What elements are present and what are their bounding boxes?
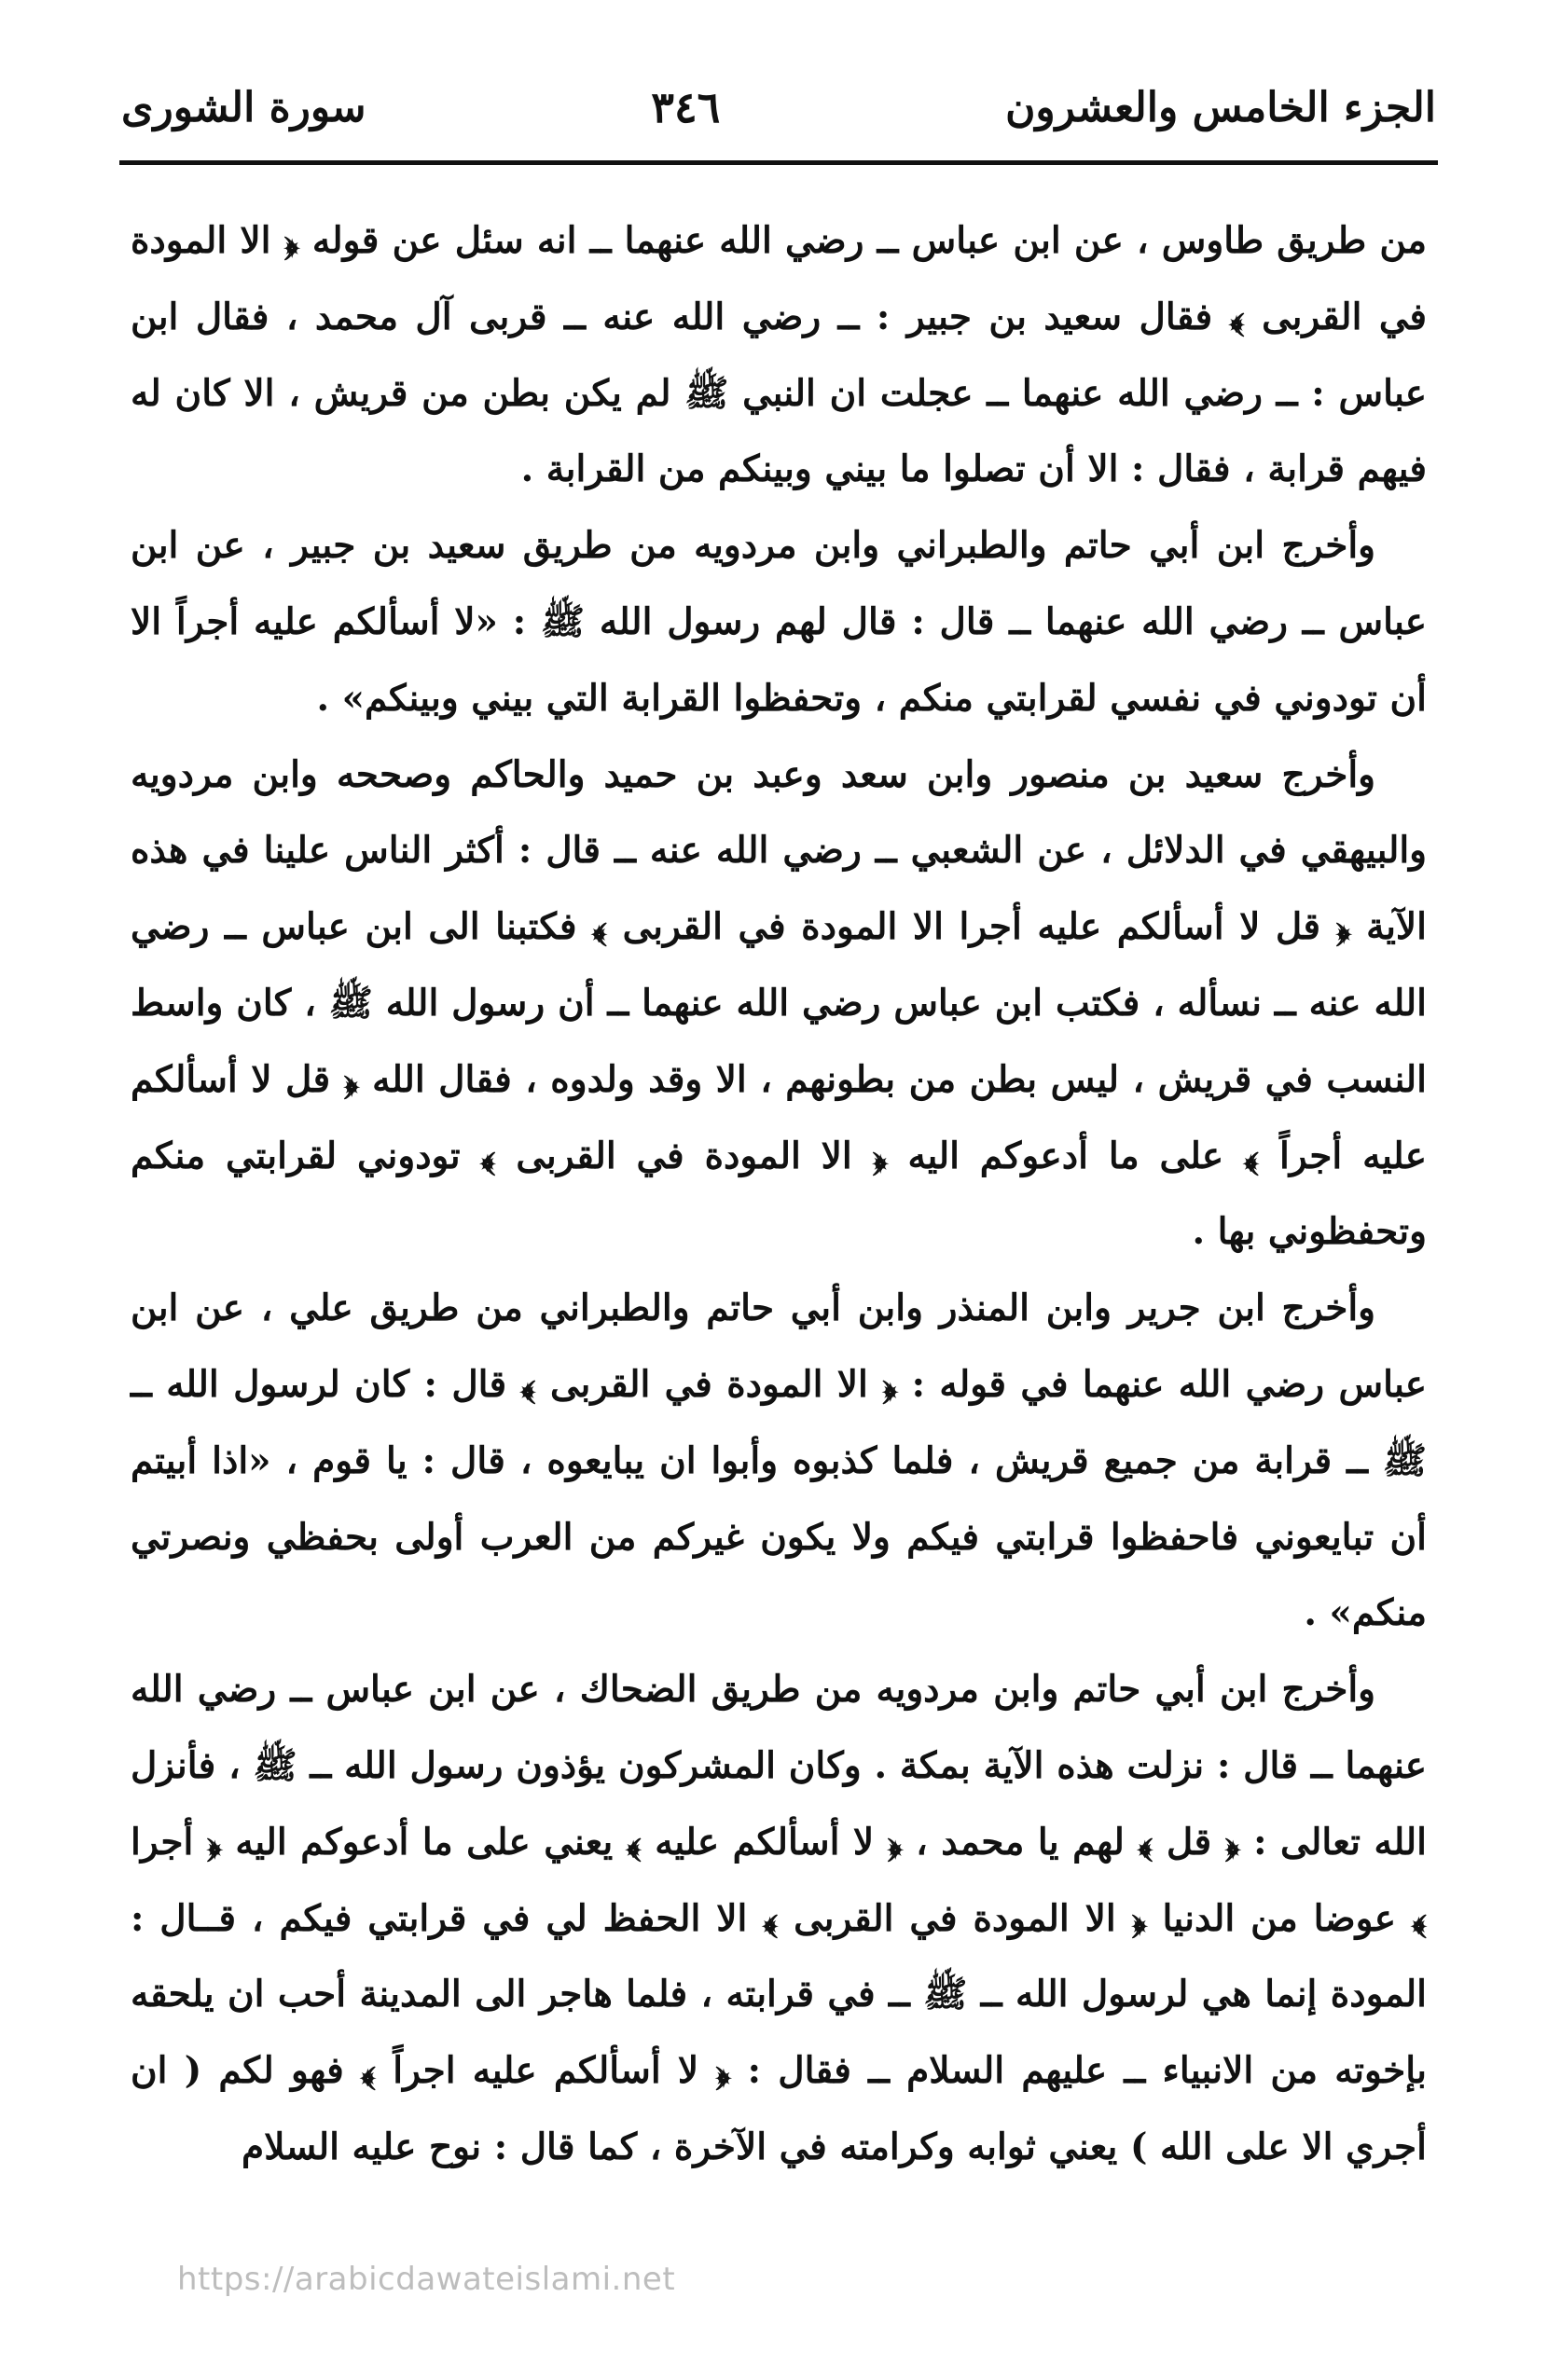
paragraph-5: وأخرج ابن أبي حاتم وابن مردويه من طريق الضحاك ، عن ابن عباس ــ رضي الله عنهما ــ قال : نزلت هذه الآية بمكة . وكان المشركون يؤذون رسول الله ــ ﷺ ، فأنزل الله تعالى : ﴿ قل ﴾ لهم يا محمد ، ﴿ لا أسألكم عليه ﴾ يعني على ما أدعوكم اليه ﴿ أجرا ﴾ عوضا من الدنيا ﴿ الا المودة في القربى ﴾ الا الحفظ لي في قرابتي فيكم ، قــال : المودة إنما هي لرسول الله ــ ﷺ ــ في قرابته ، فلما هاجر الى المدينة أحب ان يلحقه بإخوته من الانبياء ــ عليهم السلام ــ فقال : ﴿ لا أسألكم عليه اجراً ﴾ فهو لكم ( ان أجري الا على الله ) يعني ثوابه وكرامته في الآخرة ، كما قال : نوح عليه السلام bbox=[131, 1668, 1427, 2168]
body-text bbox=[131, 203, 1427, 2186]
page-header bbox=[121, 65, 1436, 149]
paragraph-4: وأخرج ابن جرير وابن المنذر وابن أبي حاتم والطبراني من طريق علي ، عن ابن عباس رضي الله عنهما في قوله : ﴿ الا المودة في القربى ﴾ قال : كان لرسول الله ــ ﷺ ــ قرابة من جميع قريش ، فلما كذبوه وأبوا ان يبايعوه ، قال : يا قوم ، «اذا أبيتم أن تبايعوني فاحفظوا قرابتي فيكم ولا يكون غيركم من العرب أولى بحفظي ونصرتي منكم» . bbox=[131, 1286, 1427, 1635]
paragraph-2: وأخرج ابن أبي حاتم والطبراني وابن مردويه من طريق سعيد بن جبير ، عن ابن عباس ــ رضي الله عنهما ــ قال : قال لهم رسول الله ﷺ : «لا أسألكم عليه أجراً الا أن تودوني في نفسي لقرابتي منكم ، وتحفظوا القرابة التي بيني وبينكم» . bbox=[131, 524, 1427, 720]
paragraph-1: من طريق طاوس ، عن ابن عباس ــ رضي الله عنهما ــ انه سئل عن قوله ﴿ الا المودة في القربى ﴾ فقال سعيد بن جبير : ــ رضي الله عنه ــ قربى آل محمد ، فقال ابن عباس : ــ رضي الله عنهما ــ عجلت ان النبي ﷺ لم يكن بطن من قريش ، الا كان له فيهم قرابة ، فقال : الا أن تصلوا ما بيني وبينكم من القرابة . bbox=[131, 219, 1427, 491]
page-number: ٣٤٦ bbox=[651, 82, 721, 132]
paragraph-3: وأخرج سعيد بن منصور وابن سعد وعبد بن حميد والحاكم وصححه وابن مردويه والبيهقي في الدلائل ، عن الشعبي ــ رضي الله عنه ــ قال : أكثر الناس علينا في هذه الآية ﴿ قل لا أسألكم عليه أجرا الا المودة في القربى ﴾ فكتبنا الى ابن عباس ــ رضي الله عنه ــ نسأله ، فكتب ابن عباس رضي الله عنهما ــ أن رسول الله ﷺ ، كان واسط النسب في قريش ، ليس بطن من بطونهم ، الا وقد ولدوه ، فقال الله ﴿ قل لا أسألكم عليه أجراً ﴾ على ما أدعوكم اليه ﴿ الا المودة في القربى ﴾ تودوني لقرابتي منكم وتحفظوني بها . bbox=[131, 752, 1427, 1254]
surah-title: سورة الشورى bbox=[121, 83, 366, 131]
watermark-url: https://arabicdawateislami.net bbox=[177, 2261, 676, 2298]
header-rule bbox=[119, 160, 1438, 165]
part-title: الجزء الخامس والعشرون bbox=[1005, 83, 1436, 131]
